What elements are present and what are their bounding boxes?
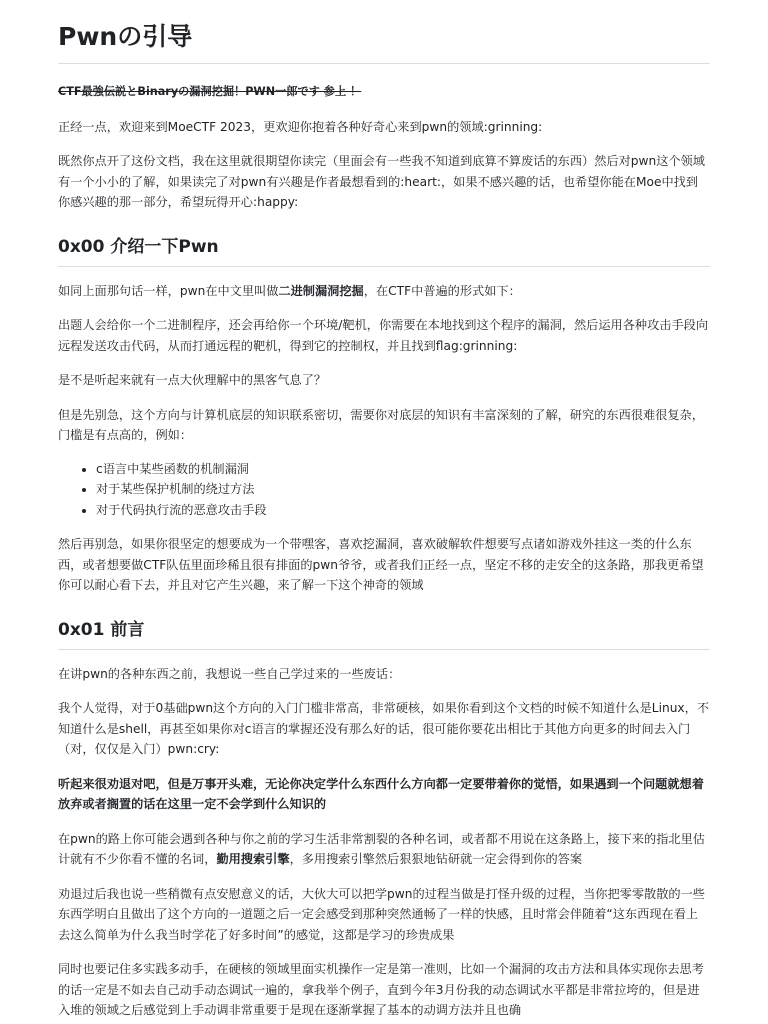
preface-paragraph-5: 劝退过后我也说一些稍微有点安慰意义的话，大伙大可以把学pwn的过程当做是打怪升级的过程，当你把零零散散的一些东西学明白且做出了这个方向的一道题之后一定会感受到那种突然通畅了一样的快感，且时常会伴随着“这东西现在看上去这么简单为什么我当时学花了好多时间”的感觉，这都是学习的珍贵成果 (58, 886, 705, 942)
preface-p4-text-end: ，多用搜索引擎然后狠狠地钻研就一定会得到你的答案 (289, 852, 583, 866)
list-item: • 对于某些保护机制的绕过方法 (96, 479, 710, 500)
list-item: • c语言中某些函数的机制漏洞 (96, 459, 710, 480)
preface-p4-text: 在pwn的路上你可能会遇到各种与你之前的学习生活非常割裂的各种名词，或者都不用说在这条路上，接下来的指北里估计就有不少你看不懂的名词， (58, 831, 705, 866)
preface-paragraph-6: 同时也要记住多实践多动手，在硬核的领域里面实机操作一定是第一准则，比如一个漏洞的攻击方法和具体实现你去思考的话一定是不如去自己动手动态调试一遍的，拿我举个例子，直到今年3月份我的动态调试水平都是非常拉垮的，但是进入堆的领域之后感觉到上手动调非常重要于是现在逐渐掌握了基本的动调方法并且也确 (58, 962, 704, 1017)
preface-paragraph-2: 我个人觉得，对于0基础pwn这个方向的入门门槛非常高，非常硬核，如果你看到这个文档的时候不知道什么是Linux，不知道什么是shell，再甚至如果你对c语言的掌握还没有那么好的话，很可能你要花出相比于其他方向更多的时间去入门（对，仅仅是入门）pwn:cry: (58, 701, 710, 756)
section-heading-preface: 0x01 前言 (58, 617, 710, 650)
page-title: Pwnの引导 (58, 20, 710, 64)
preface-paragraph-1: 在讲pwn的各种东西之前，我想说一些自己学过来的一些废话： (58, 666, 401, 681)
intro-p1-text-end: ，在CTF中普遍的形式如下： (363, 283, 521, 298)
intro-p1-text: 如同上面那句话一样，pwn在中文里叫做 (58, 283, 279, 298)
hope-paragraph: 既然你点开了这份文档，我在这里就很期望你读完（里面会有一些我不知道到底算不算废话的东西）然后对pwn这个领域有一个小小的了解，如果读完了对pwn有兴趣是作者最想看到的:heart:，如果不感兴趣的话，也希望你能在Moe中找到你感兴趣的那一部分，希望玩得开心:happy: (58, 154, 705, 209)
list-item: • 对于代码执行流的恶意攻击手段 (96, 500, 710, 521)
intro-p1-bold: 二进制漏洞挖掘 (278, 283, 364, 298)
vulnerability-list (58, 459, 710, 521)
intro-paragraph-2: 出题人会给你一个二进制程序，还会再给你一个环境/靶机，你需要在本地找到这个程序的漏洞，然后运用各种攻击手段向远程发送攻击代码，从而打通远程的靶机，得到它的控制权，并且找到flag:grinning: (58, 318, 709, 353)
preface-paragraph-3-bold: 听起来很劝退对吧，但是万事开头难，无论你决定学什么东西什么方向都一定要带着你的觉悟，如果遇到一个问题就想着放弃或者搁置的话在这里一定不会学到什么知识的 (58, 776, 704, 811)
section-heading-intro: 0x00 介绍一下Pwn (58, 234, 710, 267)
preface-paragraph-4 (58, 829, 710, 870)
welcome-paragraph: 正经一点，欢迎来到MoeCTF 2023，更欢迎你抱着各种好奇心来到pwn的领域:grinning: (58, 119, 543, 134)
intro-paragraph-1 (58, 281, 710, 302)
tagline-strikethrough: CTF最強伝説とBinaryの漏洞挖掘！PWN一郎です 参上 ！ (58, 85, 362, 98)
intro-paragraph-5: 然后再别急，如果你很坚定的想要成为一个带嘿客，喜欢挖漏洞，喜欢破解软件想要写点诸如游戏外挂这一类的什么东西，或者想要做CTF队伍里面珍稀且很有排面的pwn爷爷，或者我们正经一点，坚定不移的走安全的这条路，那我更希望你可以耐心看下去，并且对它产生兴趣，来了解一下这个神奇的领域 (58, 537, 704, 592)
intro-paragraph-3: 是不是听起来就有一点大伙理解中的黑客气息了？ (58, 373, 327, 387)
preface-p4-bold: 勤用搜索引擎 (216, 852, 290, 866)
intro-paragraph-4: 但是先别急，这个方向与计算机底层的知识联系密切，需要你对底层的知识有丰富深刻的了解，研究的东西很难很复杂，门槛是有点高的，例如： (58, 407, 704, 442)
